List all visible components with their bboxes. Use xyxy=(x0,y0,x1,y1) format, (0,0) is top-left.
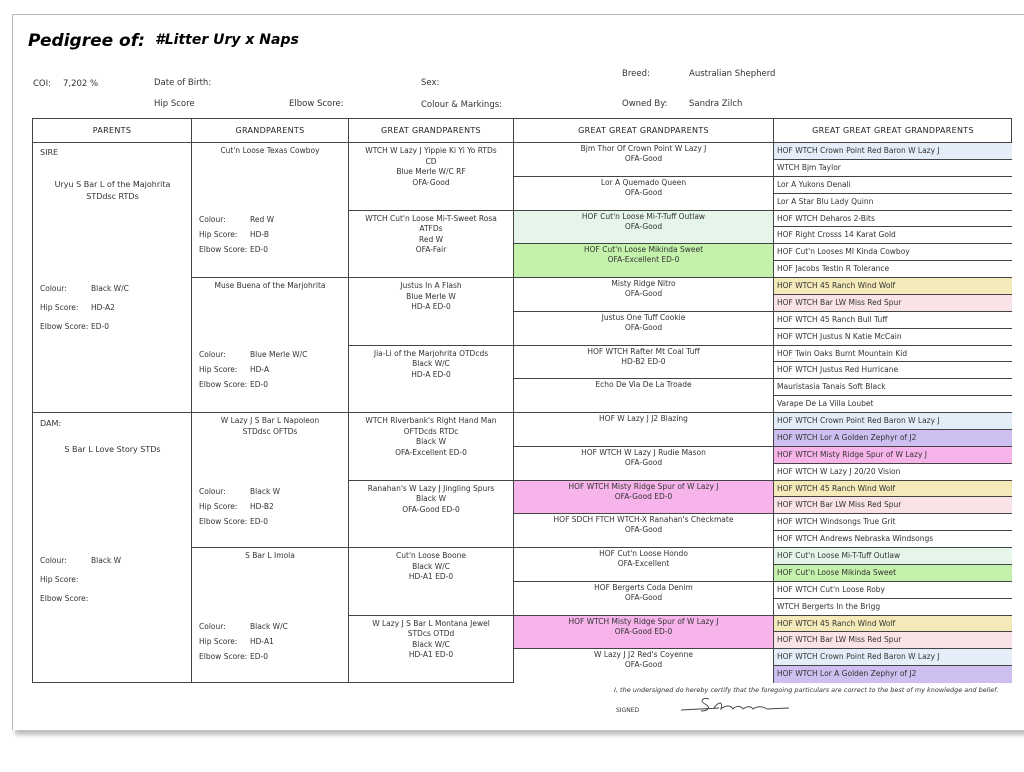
ggp-line: Lor A Quemado Queen xyxy=(600,177,687,187)
ggp-line: OFA-Good xyxy=(624,660,663,670)
ggp-line: OFA-Good ED-0 xyxy=(614,626,673,636)
dam-hip-label: Hip Score: xyxy=(40,575,79,584)
column-header-great-grandparents: GREAT GRANDPARENTS xyxy=(349,119,514,143)
great-grandparent-cell xyxy=(349,346,514,414)
ggg-grandparent-row: HOF Jacobs Testin R Tolerance xyxy=(774,261,1012,278)
gg-line: Black W/C xyxy=(412,561,450,571)
ggp-line: OFA-Good xyxy=(624,289,663,298)
great-great-grandparent-cell xyxy=(514,244,774,278)
grandparent-name-line: W Lazy J S Bar L Napoleon xyxy=(220,416,320,425)
grandparent-hip-label: Hip Score: xyxy=(199,502,238,511)
ggp-line: HOF Cut'n Loose Mikinda Sweet xyxy=(583,245,704,255)
gg-line: W Lazy J S Bar L Montana Jewel xyxy=(372,618,490,628)
ggg-grandparent-row: HOF WTCH Crown Point Red Baron W Lazy J xyxy=(774,413,1012,430)
grandparent-hip: HD-A1 xyxy=(250,637,274,646)
ggg-grandparent-row: HOF Right Crosss 14 Karat Gold xyxy=(774,227,1012,244)
grandparent-cell xyxy=(192,143,349,278)
gg-line: CD xyxy=(425,156,437,166)
ggp-line: HOF Cut'n Loose Mi-T-Tuff Outlaw xyxy=(581,211,706,221)
grandparent-colour-label: Colour: xyxy=(199,215,226,224)
sire-title: STDdsc RTDs xyxy=(86,192,139,201)
grandparent-colour-label: Colour: xyxy=(199,622,226,631)
breed-value: Australian Shepherd xyxy=(689,69,776,79)
ggp-line: OFA-Good xyxy=(624,525,663,535)
gg-line: Jia-Li of the Marjohrita OTDcds xyxy=(373,348,489,358)
ggp-line: OFA-Excellent xyxy=(617,559,670,568)
great-great-grandparent-cell xyxy=(514,143,774,177)
gg-line: HD-A1 ED-0 xyxy=(408,650,454,659)
grandparent-hip-label: Hip Score: xyxy=(199,637,238,646)
ggp-line: W Lazy J J2 Red's Coyenne xyxy=(594,650,693,660)
gg-line: OFA-Good xyxy=(412,177,450,187)
gg-line: Ranahan's W Lazy J Jingling Spurs xyxy=(367,483,495,493)
gg-line: WTCH W Lazy J Yippie Ki Yi Yo RTDs xyxy=(365,146,497,155)
ggg-grandparent-row: HOF Cut'n Loose Mi-T-Tuff Outlaw xyxy=(774,548,1012,565)
great-grandparent-cell xyxy=(349,481,514,549)
sire-hip-label: Hip Score: xyxy=(40,303,79,312)
gg-line: Black W xyxy=(415,437,447,446)
ggg-grandparent-row: HOF WTCH Crown Point Red Baron W Lazy J xyxy=(774,649,1012,666)
ggg-grandparent-row: HOF WTCH Justus N Katie McCain xyxy=(774,329,1012,346)
great-grandparent-cell xyxy=(349,413,514,481)
grandparent-elbow-label: Elbow Score: xyxy=(199,245,248,254)
great-great-grandparent-cell xyxy=(514,649,774,683)
gg-line: STDcs OTDd xyxy=(407,629,455,638)
grandparent-hip: HD-B xyxy=(250,230,269,239)
sire-colour-label: Colour: xyxy=(40,284,67,293)
ggp-line: HD-B2 ED-0 xyxy=(621,356,666,366)
signed-label: SIGNED xyxy=(616,707,640,714)
ggg-grandparent-row: HOF Cut'n Loose Mikinda Sweet xyxy=(774,565,1012,582)
gg-line: Black W xyxy=(415,494,447,503)
ggp-line: OFA-Good xyxy=(624,154,663,163)
dob-label: Date of Birth: xyxy=(154,78,212,88)
sire-hip: HD-A2 xyxy=(91,303,115,312)
ggg-grandparent-row: HOF WTCH W Lazy J 20/20 Vision xyxy=(774,464,1012,481)
ggp-line: OFA-Good xyxy=(624,322,663,332)
ggp-line: HOF SDCH FTCH WTCH-X Ranahan's Checkmate xyxy=(553,515,734,525)
ggg-grandparent-row: Mauristasia Tanais Soft Black xyxy=(774,379,1012,396)
great-great-grandparent-cell xyxy=(514,346,774,380)
ggg-grandparent-row: HOF WTCH Cut'n Loose Roby xyxy=(774,582,1012,599)
ggg-grandparent-row: HOF WTCH Lor A Golden Zephyr of J2 xyxy=(774,666,1012,683)
ggg-grandparent-row: HOF Cut'n Looses MI Kinda Cowboy xyxy=(774,244,1012,261)
gg-line: HD-A ED-0 xyxy=(411,369,451,379)
gg-line: Black W/C xyxy=(412,639,450,649)
grandparent-hip: HD-B2 xyxy=(250,502,274,511)
dam-elbow-label: Elbow Score: xyxy=(40,594,89,603)
ggg-grandparent-row: HOF WTCH Lor A Golden Zephyr of J2 xyxy=(774,430,1012,447)
ggp-line: HOF Bergerts Coda Denim xyxy=(594,582,693,592)
grandparent-cell xyxy=(192,413,349,548)
elbow-score-label: Elbow Score: xyxy=(289,99,344,109)
coi-label: COI: xyxy=(33,79,51,89)
certification-text: I, the undersigned do hereby certify that the foregoing particulars are correct to the best of my knowledge and belief. xyxy=(614,686,999,694)
great-grandparent-cell xyxy=(349,548,514,616)
litter-name: #Litter Ury x Naps xyxy=(155,32,299,48)
gg-line: WTCH Riverbank's Right Hand Man xyxy=(365,416,497,425)
gg-line: ATFDs xyxy=(419,224,443,233)
ggg-grandparent-row: HOF WTCH Justus Red Hurricane xyxy=(774,362,1012,379)
ggp-line: OFA-Good xyxy=(624,187,663,197)
colour-markings-label: Colour & Markings: xyxy=(421,100,503,110)
gg-line: Red W xyxy=(418,234,444,244)
pedigree-sheet xyxy=(12,14,1024,730)
grandparent-colour: Blue Merle W/C xyxy=(250,350,308,359)
column-header-parents: PARENTS xyxy=(33,119,192,143)
grandparent-colour-label: Colour: xyxy=(199,350,226,359)
ggp-line: Bjm Thor Of Crown Point W Lazy J xyxy=(580,144,707,153)
grandparent-name xyxy=(192,413,348,437)
ggg-grandparent-row: HOF WTCH Bar LW Miss Red Spur xyxy=(774,295,1012,312)
sire-elbow: ED-0 xyxy=(91,322,109,331)
sire-cell xyxy=(33,143,192,413)
ggg-grandparent-row: HOF Twin Oaks Burnt Mountain Kid xyxy=(774,346,1012,363)
ggp-line: HOF WTCH Rafter Mt Coal Tuff xyxy=(587,346,700,356)
grandparent-title-line: STDdsc OFTDs xyxy=(242,426,298,436)
gg-line: HD-A1 ED-0 xyxy=(408,572,454,581)
sire-name: Uryu S Bar L of the Majohrita xyxy=(54,180,171,189)
gg-line: Justus In A Flash xyxy=(400,281,462,290)
grandparent-elbow-label: Elbow Score: xyxy=(199,652,248,661)
ggg-grandparent-row: WTCH Bjm Taylor xyxy=(774,160,1012,177)
ggp-line: HOF WTCH Misty Ridge Spur of W Lazy J xyxy=(568,481,719,491)
grandparent-name: Cut'n Loose Texas Cowboy xyxy=(220,146,320,155)
great-great-grandparent-cell xyxy=(514,312,774,346)
ggg-grandparent-row: Varape De La Villa Loubet xyxy=(774,396,1012,413)
column-header-ggg-grandparents: GREAT GREAT GREAT GRANDPARENTS xyxy=(774,119,1012,143)
signature-image xyxy=(679,695,795,715)
owned-by-label: Owned By: xyxy=(622,99,668,109)
ggp-line: Justus One Tuff Cookie xyxy=(601,312,686,322)
hip-score-label: Hip Score xyxy=(154,99,195,109)
ggp-line: OFA-Good xyxy=(624,592,663,602)
ggg-grandparent-row: Lor A Yukons Denali xyxy=(774,177,1012,194)
dam-name: S Bar L Love Story STDs xyxy=(64,445,161,454)
great-great-grandparent-cell xyxy=(514,582,774,616)
dam-colour: Black W xyxy=(91,556,122,565)
grandparent-elbow: ED-0 xyxy=(250,652,268,661)
grandparent-hip: HD-A xyxy=(250,365,270,374)
ggg-grandparent-row: HOF WTCH 45 Ranch Bull Tuff xyxy=(774,312,1012,329)
sire-colour: Black W/C xyxy=(91,284,129,293)
owner-value: Sandra Zilch xyxy=(689,99,743,109)
ggg-grandparent-row: Lor A Star Blu Lady Quinn xyxy=(774,194,1012,211)
ggg-grandparent-row: WTCH Bergerts In the Brigg xyxy=(774,599,1012,616)
grandparent-colour-label: Colour: xyxy=(199,487,226,496)
column-header-grandparents: GRANDPARENTS xyxy=(192,119,349,143)
great-grandparent-cell xyxy=(349,616,514,684)
grandparent-colour: Red W xyxy=(250,215,275,224)
gg-line: Black W/C xyxy=(412,359,450,368)
dam-role: DAM: xyxy=(40,419,62,428)
grandparent-cell xyxy=(192,278,349,413)
grandparent-cell xyxy=(192,548,349,683)
ggp-line: Echo De Via De La Troade xyxy=(595,380,692,390)
ggg-grandparent-row: HOF WTCH Crown Point Red Baron W Lazy J xyxy=(774,143,1012,160)
ggp-line: OFA-Good ED-0 xyxy=(614,491,673,501)
pedigree-table xyxy=(32,118,1012,683)
sire-role: SIRE xyxy=(40,148,59,157)
ggp-line: OFA-Good xyxy=(624,457,663,467)
ggp-line: HOF WTCH Misty Ridge Spur of W Lazy J xyxy=(568,616,719,626)
great-great-grandparent-cell xyxy=(514,447,774,481)
gg-line: OFTDcds RTDc xyxy=(403,426,459,436)
breed-label: Breed: xyxy=(622,69,650,79)
grandparent-elbow-label: Elbow Score: xyxy=(199,517,248,526)
ggg-grandparent-row: HOF WTCH 45 Ranch Wind Wolf xyxy=(774,278,1012,295)
gg-line: Blue Merle W xyxy=(406,291,456,301)
great-great-grandparent-cell xyxy=(514,616,774,650)
grandparent-elbow: ED-0 xyxy=(250,517,268,526)
ggg-grandparent-row: HOF WTCH Bar LW Miss Red Spur xyxy=(774,632,1012,649)
great-great-grandparent-cell xyxy=(514,413,774,447)
great-great-grandparent-cell xyxy=(514,379,774,413)
great-great-grandparent-cell xyxy=(514,211,774,245)
gg-line: WTCH Cut'n Loose Mi-T-Sweet Rosa xyxy=(365,213,497,223)
great-great-grandparent-cell xyxy=(514,514,774,548)
ggg-grandparent-row: HOF WTCH 45 Ranch Wind Wolf xyxy=(774,616,1012,633)
dam-cell xyxy=(33,413,192,683)
ggp-line: HOF WTCH W Lazy J Rudie Mason xyxy=(581,447,706,457)
gg-line: Blue Merle W/C RF xyxy=(396,167,466,176)
ggp-line: OFA-Excellent ED-0 xyxy=(607,255,680,265)
gg-line: OFA-Fair xyxy=(415,245,447,254)
grandparent-name: S Bar L Imola xyxy=(245,551,295,560)
sire-elbow-label: Elbow Score: xyxy=(40,322,89,331)
grandparent-hip-label: Hip Score: xyxy=(199,365,238,374)
gg-line: OFA-Good ED-0 xyxy=(402,504,460,514)
ggg-grandparent-row: HOF WTCH 45 Ranch Wind Wolf xyxy=(774,481,1012,498)
sex-label: Sex: xyxy=(421,78,440,88)
gg-line: Cut'n Loose Boone xyxy=(396,551,466,560)
great-grandparent-cell xyxy=(349,211,514,279)
page-title: Pedigree of: xyxy=(28,31,145,51)
ggg-grandparent-row: HOF WTCH Bar LW Miss Red Spur xyxy=(774,497,1012,514)
great-great-grandparent-cell xyxy=(514,481,774,515)
grandparent-colour: Black W/C xyxy=(250,622,288,631)
grandparent-elbow: ED-0 xyxy=(250,245,268,254)
ggg-grandparent-row: HOF WTCH Misty Ridge Spur of W Lazy J xyxy=(774,447,1012,464)
coi-value: 7,202 % xyxy=(63,79,99,89)
column-header-great-great-grandparents: GREAT GREAT GRANDPARENTS xyxy=(514,119,774,143)
grandparent-elbow: ED-0 xyxy=(250,380,268,389)
grandparent-elbow-label: Elbow Score: xyxy=(199,380,248,389)
ggg-grandparent-row: HOF WTCH Andrews Nebraska Windsongs xyxy=(774,531,1012,548)
great-great-grandparent-cell xyxy=(514,548,774,582)
ggp-line: HOF W Lazy J J2 Blazing xyxy=(599,414,688,423)
gg-line: HD-A ED-0 xyxy=(411,302,451,311)
grandparent-colour: Black W xyxy=(250,487,281,496)
dam-colour-label: Colour: xyxy=(40,556,67,565)
ggp-line: Misty Ridge Nitro xyxy=(611,279,676,288)
great-grandparent-cell xyxy=(349,278,514,346)
ggp-line: OFA-Good xyxy=(624,221,663,231)
gg-line: OFA-Excellent ED-0 xyxy=(395,447,467,457)
grandparent-hip-label: Hip Score: xyxy=(199,230,238,239)
great-great-grandparent-cell xyxy=(514,278,774,312)
great-grandparent-cell xyxy=(349,143,514,211)
grandparent-name: Muse Buena of the Marjohrita xyxy=(214,281,326,290)
ggg-grandparent-row: HOF WTCH Windsongs True Grit xyxy=(774,514,1012,531)
ggp-line: HOF Cut'n Loose Hondo xyxy=(599,549,688,558)
ggg-grandparent-row: HOF WTCH Deharos 2-Bits xyxy=(774,211,1012,228)
great-great-grandparent-cell xyxy=(514,177,774,211)
